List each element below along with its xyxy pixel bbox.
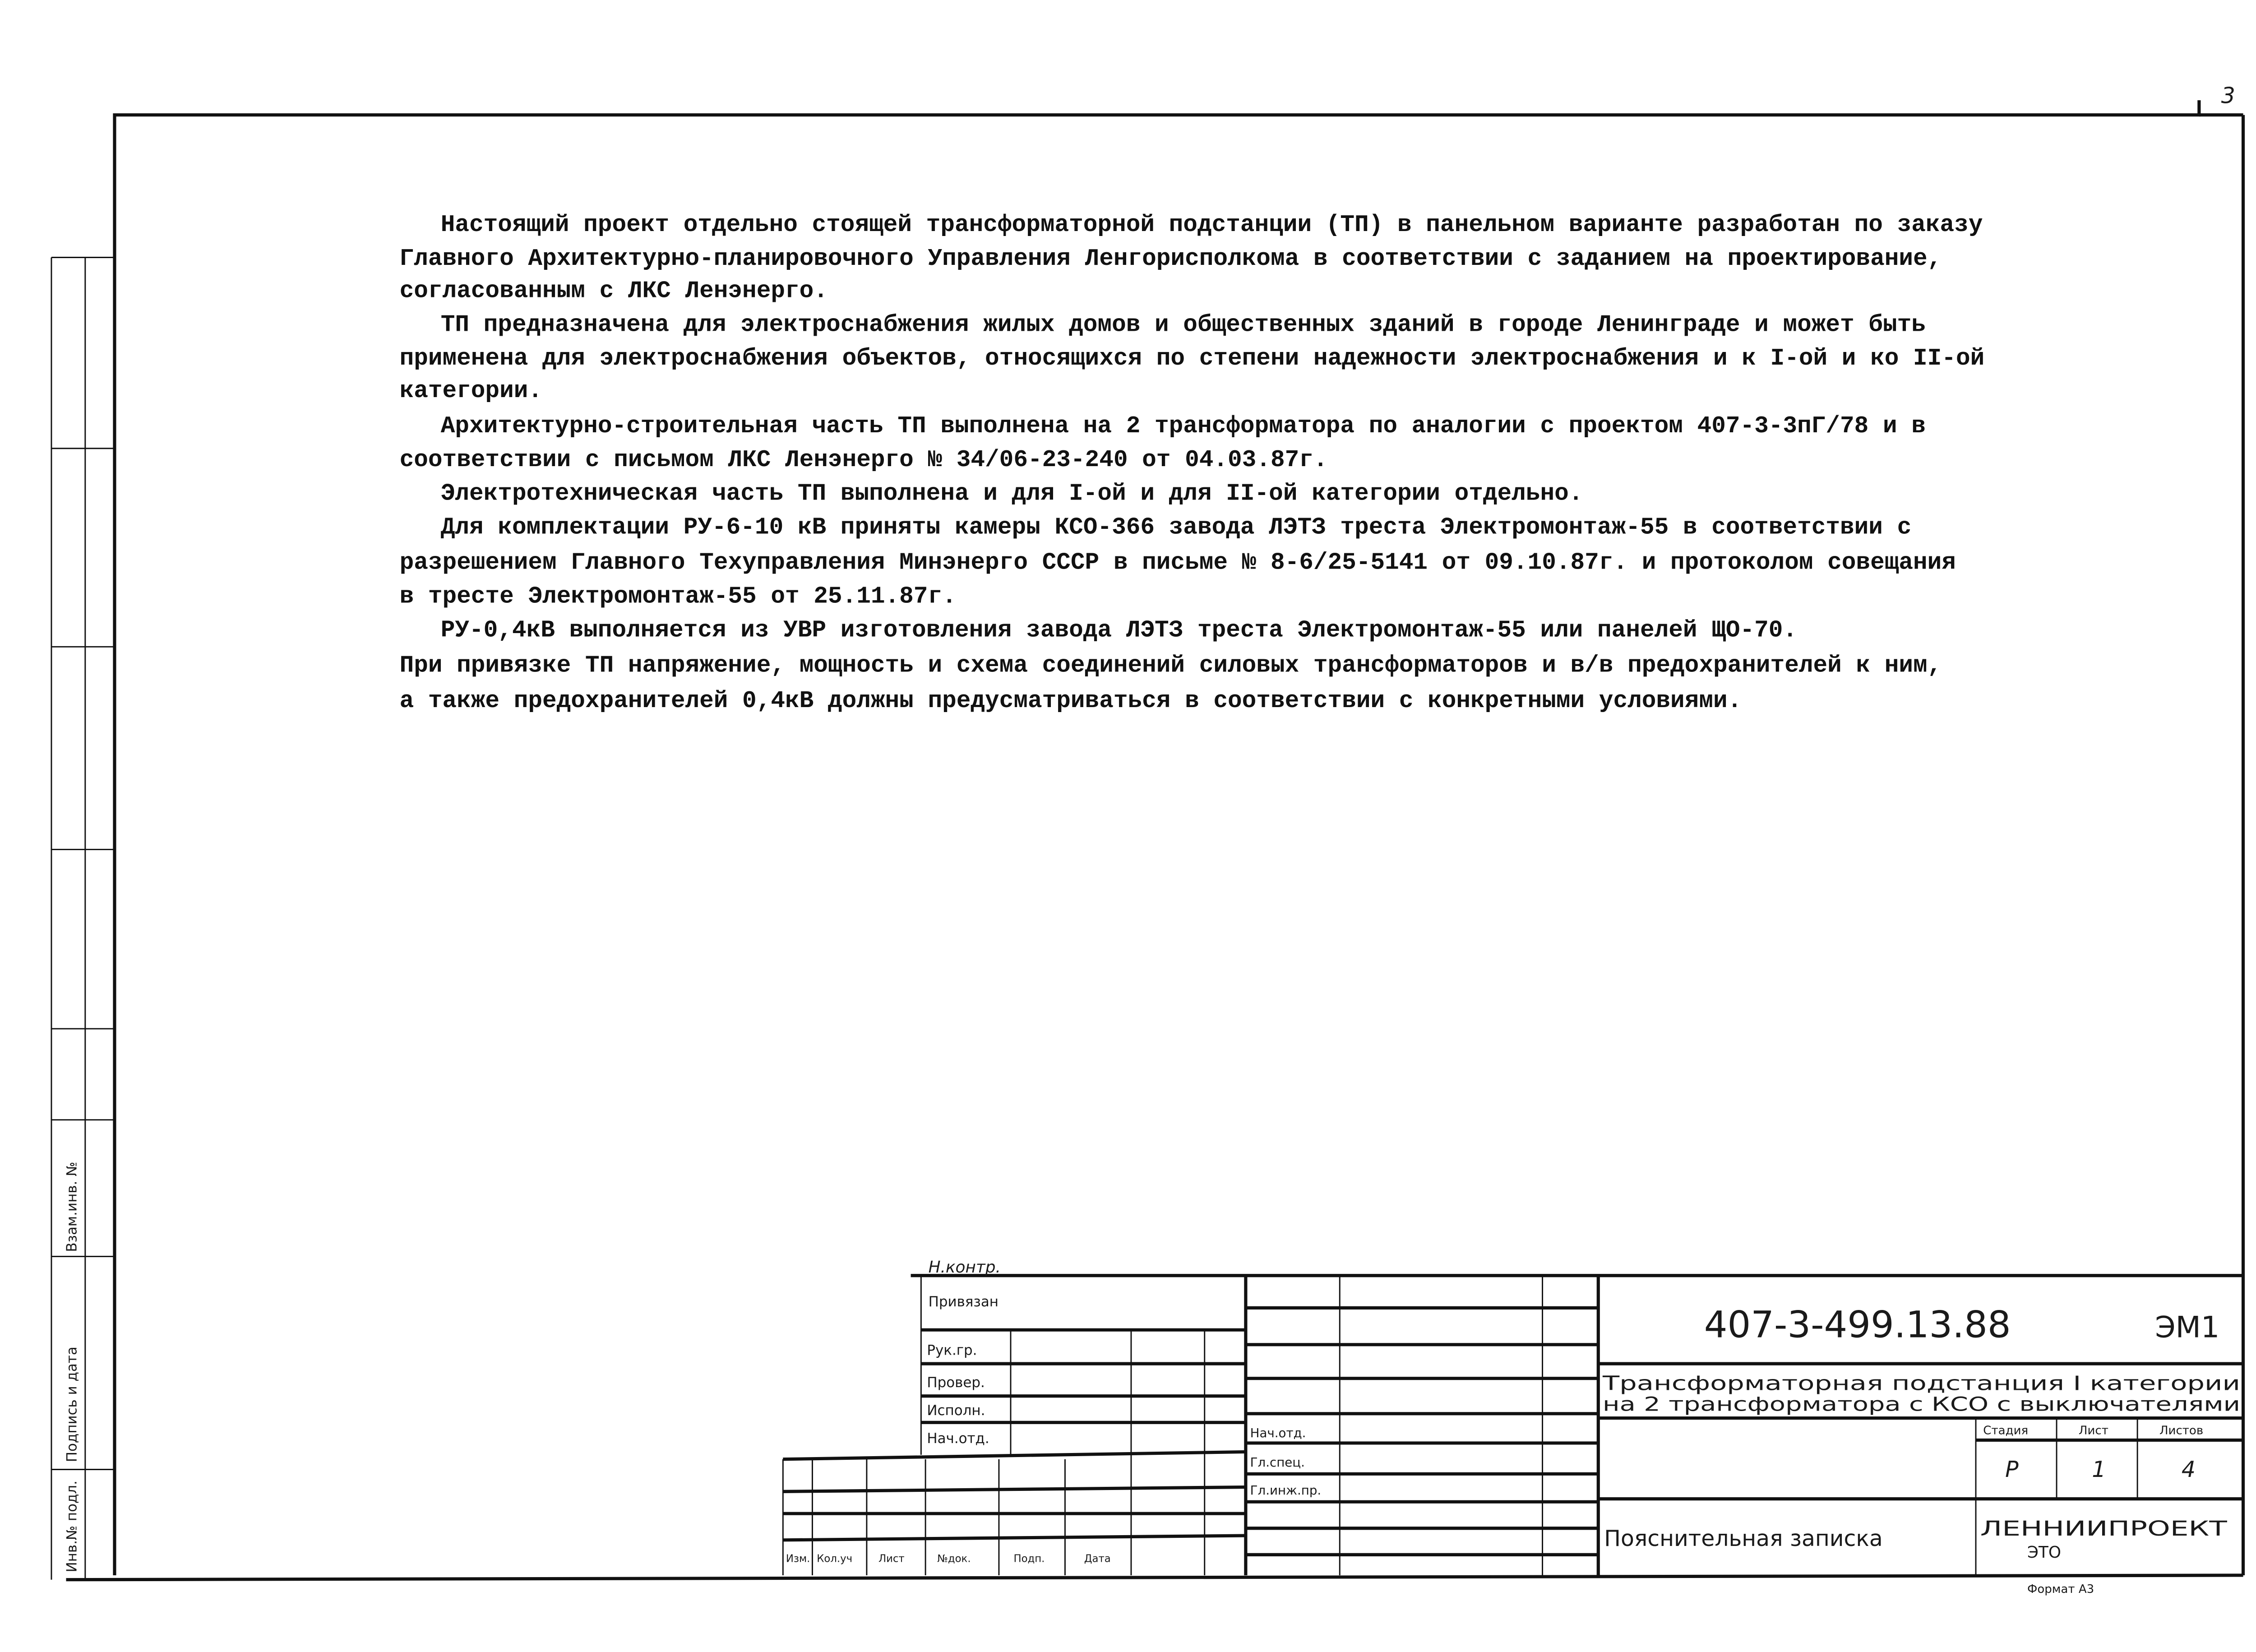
role-label: Рук.гр. bbox=[927, 1342, 977, 1359]
mid-role-label: Гл.инж.пр. bbox=[1250, 1482, 1322, 1498]
revision-header: Изм. bbox=[786, 1553, 810, 1565]
sheet-value: 1 bbox=[2092, 1456, 2106, 1482]
body-line: ТП предназначена для электроснабжения жилых домов и общественных зданий в городе Ленинграде и может быть bbox=[440, 311, 1926, 338]
revision-header: Кол.уч bbox=[817, 1553, 853, 1565]
sheet-code: ЭМ1 bbox=[2155, 1310, 2220, 1345]
role-label: Провер. bbox=[927, 1374, 985, 1391]
body-line: а также предохранителей 0,4кВ должны предусматриваться в соответствии с конкретными условиями. bbox=[399, 687, 1742, 714]
organization-name: ЛЕННИИПРОЕКТ bbox=[1980, 1517, 2227, 1541]
revision-header: №док. bbox=[937, 1553, 971, 1565]
body-line: Электротехническая часть ТП выполнена и для I-ой и для II-ой категории отдельно. bbox=[440, 480, 1583, 507]
body-line: РУ-0,4кВ выполняется из УВР изготовления завода ЛЭТЗ треста Электромонтаж-55 или панелей ЩО-70. bbox=[440, 616, 1798, 644]
body-line: Главного Архитектурно-планировочного Управления Ленгорисполкома в соответствии с заданием на проектирование, bbox=[399, 245, 1942, 272]
body-line: Архитектурно-строительная часть ТП выполнена на 2 трансформатора по аналогии с проектом 407-3-3пГ/78 и в bbox=[440, 412, 1926, 440]
linked-label: Привязан bbox=[928, 1294, 999, 1310]
body-line: в тресте Электромонтаж-55 от 25.11.87г. bbox=[399, 583, 957, 610]
body-line: применена для электроснабжения объектов, относящихся по степени надежности электроснабжения и к I-ой и ко II-ой bbox=[399, 345, 1985, 372]
organization-dept: ЭТО bbox=[2027, 1543, 2062, 1562]
revision-header: Лист bbox=[878, 1553, 905, 1565]
mid-role-label: Нач.отд. bbox=[1250, 1425, 1306, 1440]
body-line: Настоящий проект отдельно стоящей трансформаторной подстанции (ТП) в панельном варианте разработан по заказу bbox=[440, 211, 1983, 238]
sheets-label: Листов bbox=[2159, 1424, 2204, 1438]
role-label: Исполн. bbox=[927, 1402, 985, 1419]
inv-original-label: Инв.№ подл. bbox=[64, 1481, 80, 1573]
body-line: соответствии с письмом ЛКС Ленэнерго № 34/06-23-240 от 04.03.87г. bbox=[399, 446, 1328, 473]
revision-header: Подп. bbox=[1013, 1553, 1045, 1565]
signature-date-label: Подпись и дата bbox=[64, 1347, 80, 1462]
mid-role-label: Гл.спец. bbox=[1250, 1455, 1305, 1470]
body-line: согласованным с ЛКС Ленэнерго. bbox=[399, 277, 828, 305]
stage-label: Стадия bbox=[1983, 1424, 2029, 1438]
stage-value: Р bbox=[2005, 1456, 2019, 1482]
body-line: Для комплектации РУ-6-10 кВ приняты камеры КСО-366 завода ЛЭТЗ треста Электромонтаж-55 в соответствии с bbox=[440, 514, 1912, 541]
replace-inv-label: Взам.инв. № bbox=[64, 1161, 80, 1252]
document-designation: 407-3-499.13.88 bbox=[1704, 1303, 2011, 1347]
page-number: 3 bbox=[2221, 83, 2235, 109]
role-label: Нач.отд. bbox=[927, 1430, 989, 1447]
title-line-2: на 2 трансформатора с КСО с выключателями bbox=[1603, 1393, 2241, 1416]
norm-control-label: Н.контр. bbox=[928, 1258, 1001, 1277]
sheet-label: Лист bbox=[2078, 1424, 2108, 1438]
revision-header: Дата bbox=[1084, 1553, 1111, 1565]
title-line-1: Трансформаторная подстанция I категории bbox=[1602, 1372, 2241, 1395]
document-name: Пояснительная записка bbox=[1604, 1525, 1883, 1551]
sheets-value: 4 bbox=[2181, 1456, 2196, 1482]
explanatory-note-text bbox=[400, 211, 1985, 714]
side-stamp bbox=[51, 258, 115, 1580]
body-line: разрешением Главного Техуправления Минэнерго СССР в письме № 8-6/25-5141 от 09.10.87г. и протоколом совещания bbox=[399, 549, 1956, 576]
format-label: Формат А3 bbox=[2027, 1583, 2094, 1596]
body-line: При привязке ТП напряжение, мощность и схема соединений силовых трансформаторов и в/в предохранителей к ним, bbox=[399, 652, 1942, 679]
body-line: категории. bbox=[399, 377, 543, 404]
